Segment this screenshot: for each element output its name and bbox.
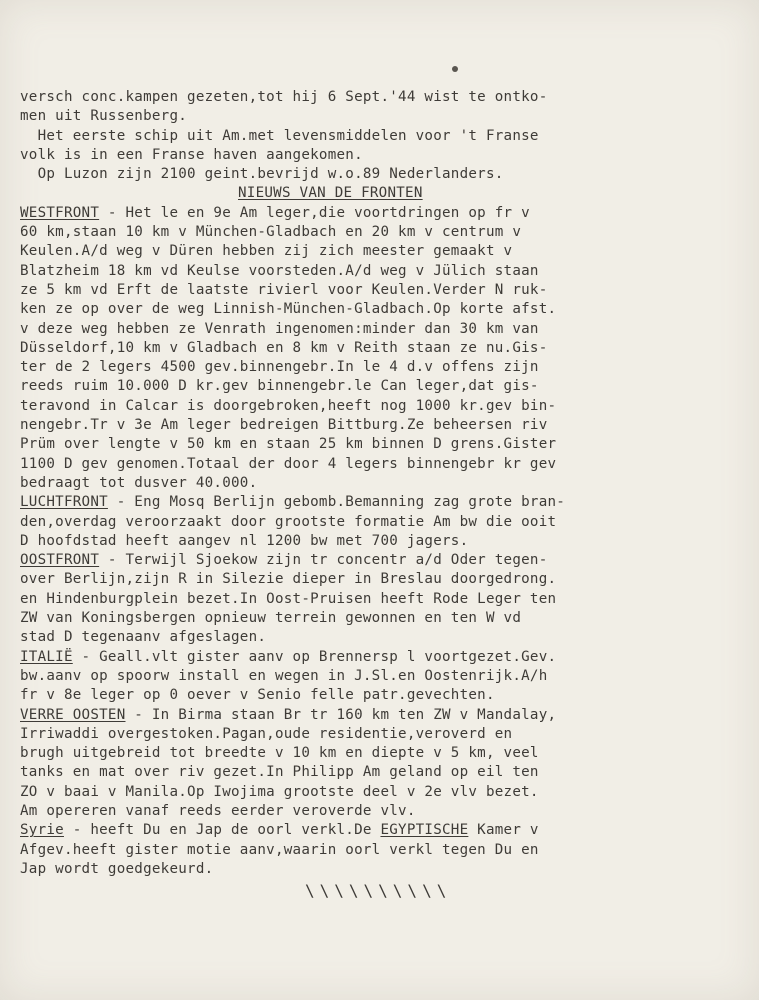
- section-line: bedraagt tot dusver 40.000.: [20, 474, 258, 491]
- news-heading-text: NIEUWS VAN DE FRONTEN: [238, 185, 423, 202]
- section-line: nengebr.Tr v 3e Am leger bedreigen Bittburg.Ze beheersen riv: [20, 417, 548, 434]
- news-heading: [20, 184, 755, 203]
- section-line: D hoofdstad heeft aangev nl 1200 bw met 700 jagers.: [20, 532, 469, 549]
- section-text: - heeft Du en Jap de oorl verkl.De: [63, 822, 381, 839]
- section-line: Afgev.heeft gister motie aanv,waarin oorl verkl tegen Du en: [20, 841, 539, 858]
- section-text: - Eng Mosq Berlijn gebomb.Bemanning zag grote bran-: [107, 494, 566, 511]
- section-text: - Geall.vlt gister aanv op Brennersp l voortgezet.Gev.: [72, 648, 557, 665]
- section-line: ZO v baai v Manila.Op Iwojima grootste deel v 2e vlv bezet.: [20, 783, 539, 800]
- section-label-italie: ITALIË: [20, 648, 73, 665]
- section-line: den,overdag veroorzaakt door grootste formatie Am bw die ooit: [20, 513, 557, 530]
- section-line: Prüm over lengte v 50 km en staan 25 km binnen D grens.Gister: [20, 436, 557, 453]
- section-label-oostfront: OOSTFRONT: [20, 552, 100, 569]
- section-text: - Terwijl Sjoekow zijn tr concentr a/d Oder tegen-: [99, 552, 548, 569]
- section-line: stad D tegenaanv afgeslagen.: [20, 629, 267, 646]
- section-line: Jap wordt goedgekeurd.: [20, 860, 214, 877]
- section-line: over Berlijn,zijn R in Silezie dieper in Breslau doorgedrong.: [20, 571, 557, 588]
- section-line: v deze weg hebben ze Venrath ingenomen:minder dan 30 km van: [20, 320, 539, 337]
- section-line: ken ze op over de weg Linnish-München-Gladbach.Op korte afst.: [20, 301, 557, 318]
- intro-line: versch conc.kampen gezeten,tot hij 6 Sept.'44 wist te ontko-: [20, 89, 548, 105]
- punch-hole-mark: [452, 66, 458, 72]
- section-line: brugh uitgebreid tot breedte v 10 km en diepte v 5 km, veel: [20, 745, 539, 762]
- section-verre-oosten-first-line: [20, 706, 755, 725]
- section-line: ze 5 km vd Erft de laatste rivierl voor Keulen.Verder N ruk-: [20, 281, 548, 298]
- section-line: Am opereren vanaf reeds eerder veroverde vlv.: [20, 802, 416, 819]
- intro-line: men uit Russenberg.: [20, 108, 188, 125]
- section-line: teravond in Calcar is doorgebroken,heeft nog 1000 kr.gev bin-: [20, 397, 557, 414]
- section-westfront-first-line: [20, 204, 755, 223]
- section-line: reeds ruim 10.000 D kr.gev binnengebr.le Can leger,dat gis-: [20, 378, 539, 395]
- section-line: Keulen.A/d weg v Düren hebben zij zich meester gemaakt v: [20, 243, 513, 260]
- typewritten-text-block: [20, 88, 755, 900]
- section-line: en Hindenburgplein bezet.In Oost-Pruisen heeft Rode Leger ten: [20, 590, 557, 607]
- section-text: Kamer v: [468, 822, 539, 839]
- section-oostfront-first-line: [20, 551, 755, 570]
- section-text: - In Birma staan Br tr 160 km ten ZW v Mandalay,: [125, 706, 557, 723]
- section-line: ZW van Koningsbergen opnieuw terrein gewonnen en ten W vd: [20, 610, 522, 627]
- section-line: Irriwaddi overgestoken.Pagan,oude residentie,veroverd en: [20, 725, 513, 742]
- intro-line: volk is in een Franse haven aangekomen.: [20, 146, 363, 163]
- section-line: tanks en mat over riv gezet.In Philipp Am geland op eil ten: [20, 764, 539, 781]
- section-line: 1100 D gev genomen.Totaal der door 4 legers binnengebr kr gev: [20, 455, 557, 472]
- section-line: 60 km,staan 10 km v München-Gladbach en 20 km v centrum v: [20, 224, 522, 241]
- section-line: Düsseldorf,10 km v Gladbach en 8 km v Reith staan ze nu.Gis-: [20, 339, 548, 356]
- section-line: ter de 2 legers 4500 gev.binnengebr.In le 4 d.v offens zijn: [20, 359, 539, 376]
- section-line: fr v 8e leger op 0 oever v Senio felle patr.gevechten.: [20, 687, 495, 704]
- section-label-syrie: Syrie: [20, 822, 64, 839]
- section-syrie-first-line: [20, 821, 755, 840]
- intro-line: Op Luzon zijn 2100 geint.bevrijd w.o.89 Nederlanders.: [20, 166, 504, 183]
- section-italie-first-line: [20, 648, 755, 667]
- closing-stroke-marks: \\\\\\\\\\: [305, 881, 452, 901]
- intro-line: Het eerste schip uit Am.met levensmiddelen voor 't Franse: [20, 127, 539, 144]
- section-text: - Het le en 9e Am leger,die voortdringen op fr v: [99, 204, 530, 221]
- section-line: Blatzheim 18 km vd Keulse voorsteden.A/d weg v Jülich staan: [20, 262, 539, 279]
- section-luchtfront-first-line: [20, 493, 755, 512]
- section-label-luchtfront: LUCHTFRONT: [20, 494, 108, 511]
- section-label-westfront: WESTFRONT: [20, 204, 100, 221]
- emphasis-egyptische: EGYPTISCHE: [380, 822, 469, 839]
- section-label-verre-oosten: VERRE OOSTEN: [20, 706, 126, 723]
- section-line: bw.aanv op spoorw install en wegen in J.Sl.en Oostenrijk.A/h: [20, 667, 548, 684]
